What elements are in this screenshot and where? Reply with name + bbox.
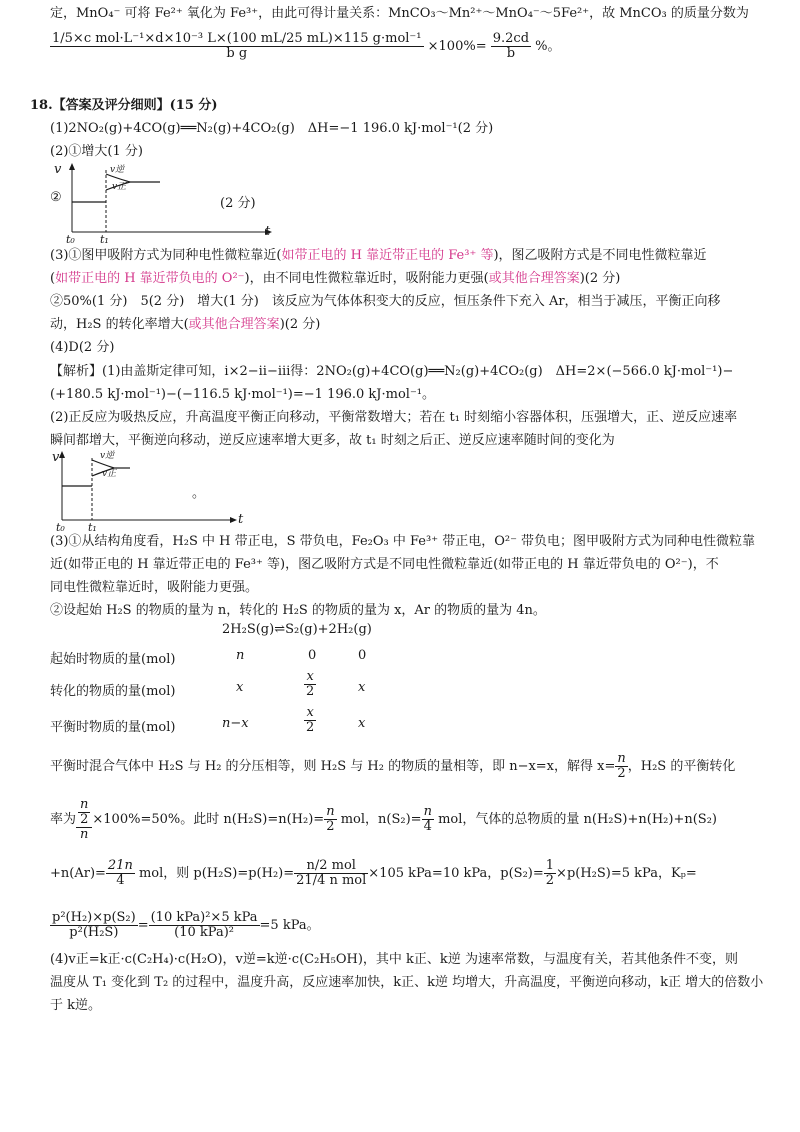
num: 1 — [545, 858, 555, 873]
graph-2-container — [50, 450, 250, 532]
axis-v-label: v — [52, 450, 60, 465]
text: )(2 分) — [579, 271, 621, 286]
t0-label: t₀ — [66, 233, 75, 246]
highlighted-text: 如带正电的 H 靠近带负电的 O²⁻ — [55, 271, 245, 286]
analysis-5: (3)①从结构角度看，H₂S 中 H 带正电，S 带负电，Fe₂O₃ 中 Fe³⁺ 带正电，O²⁻ 带负电；图甲吸附方式为同种电性微粒靠 — [50, 534, 756, 549]
text: (3)①图甲吸附方式为同种电性微粒靠近( — [50, 248, 282, 263]
score-label: (2 分) — [220, 196, 256, 211]
text: ×105 kPa=10 kPa，p(S₂)= — [368, 866, 544, 881]
text: ×p(H₂S)=5 kPa，Kₚ= — [556, 866, 697, 881]
formula-denominator: b g — [226, 46, 248, 61]
highlighted-text: 如带正电的 H 靠近带正电的 Fe³⁺ 等 — [281, 248, 494, 263]
analysis-7: 同电性微粒靠近时，吸附能力更强。 — [50, 580, 259, 595]
text: )，图乙吸附方式是不同电性微粒靠近 — [493, 248, 707, 263]
den: 2 — [306, 684, 315, 699]
reaction-equation: 2H₂S(g)⇌S₂(g)+2H₂(g) — [222, 622, 372, 637]
cell: 0 — [358, 648, 367, 663]
num: x — [304, 670, 316, 685]
analysis-14: 温度从 T₁ 变化到 T₂ 的过程中，温度升高，反应速率加快，k正、k逆 均增大，升高温度，平衡逆向移动，k正 增大的倍数小 — [50, 975, 764, 990]
cell: n−x — [222, 716, 249, 731]
den: 2 — [326, 819, 335, 834]
answer-18-2: (2)①增大(1 分) — [50, 144, 143, 159]
cell: x — [358, 680, 366, 695]
text: =5 kPa。 — [259, 918, 320, 933]
text: 动，H₂S 的转化率增大( — [50, 317, 189, 332]
cell: 0 — [308, 648, 317, 663]
text: mol，n(S₂)= — [340, 812, 422, 827]
t1-label: t₁ — [88, 521, 97, 534]
num: p²(H₂)×p(S₂) — [52, 910, 136, 925]
analysis-3: (2)正反应为吸热反应，升高温度平衡正向移动，平衡常数增大；若在 t₁ 时刻缩小容器体积，压强增大，正、逆反应速率 — [50, 410, 738, 425]
row-label: 起始时物质的量(mol) — [50, 652, 176, 667]
axis-v-label: v — [54, 162, 62, 177]
kp-fraction — [50, 911, 138, 940]
v-forward-label: v正 — [102, 469, 117, 479]
num: n — [423, 804, 432, 819]
text: )，由不同电性微粒靠近时，吸附能力更强( — [244, 271, 489, 286]
graph-1-container — [50, 162, 310, 246]
den: 2 — [545, 873, 555, 888]
analysis-6: 近(如带正电的 H 靠近带正电的 Fe³⁺ 等)，图乙吸附方式是不同电性微粒靠近(如带正电的 H 靠近带负电的 O²⁻)，不 — [50, 557, 719, 572]
text: +n(Ar)= — [50, 866, 106, 881]
nested-fraction — [76, 798, 92, 842]
answer-18-1: (1)2NO₂(g)+4CO(g)══N₂(g)+4CO₂(g) ΔH=−1 196.0 kJ·mol⁻¹(2 分) — [50, 121, 494, 136]
v-forward-label: v正 — [112, 182, 127, 192]
highlighted-text: 或其他合理答案 — [188, 317, 280, 332]
rate-time-graph-1 — [60, 162, 300, 242]
cell-fraction — [304, 670, 316, 699]
formula-tail: ×100%= — [427, 39, 487, 54]
formula-line — [50, 32, 760, 76]
num: n — [80, 796, 89, 812]
text: ×100%=50%。此时 n(H₂S)=n(H₂)= — [92, 812, 325, 827]
fraction — [615, 752, 627, 781]
inner-fraction — [78, 798, 90, 827]
kp-value-fraction — [149, 911, 260, 940]
answer-18-4: (4)D(2 分) — [50, 340, 115, 355]
item-label: ② — [50, 190, 62, 205]
analysis-15: 于 k逆。 — [50, 998, 102, 1013]
axis-t-label: t — [265, 224, 271, 239]
analysis-1: 【解析】(1)由盖斯定律可知，ⅰ×2−ⅱ−ⅲ得：2NO₂(g)+4CO(g)══N₂(g)+4CO₂(g) ΔH=2×(−566.0 kJ·mol⁻¹)− — [50, 364, 734, 379]
text-line: 定，MnO₄⁻ 可将 Fe²⁺ 氧化为 Fe³⁺，由此可得计量关系：MnCO₃～Mn²⁺～MnO₄⁻～5Fe²⁺，故 MnCO₃ 的质量分数为 — [50, 6, 749, 21]
answer-18-3d — [50, 315, 760, 335]
answer-18-3b — [50, 269, 760, 289]
analysis-2: (+180.5 kJ·mol⁻¹)−(−116.5 kJ·mol⁻¹)=−1 196.0 kJ·mol⁻¹。 — [50, 387, 436, 402]
answer-18-3a — [50, 246, 760, 266]
den: 4 — [116, 873, 125, 888]
answer-18-3c: ②50%(1 分) 5(2 分) 增大(1 分) 该反应为气体体积变大的反应，恒压条件下充入 Ar，相当于减压，平衡正向移 — [50, 294, 721, 309]
analysis-10 — [50, 790, 760, 850]
analysis-12: $\frac{\text{p²(H₂)×p(S₂)}}{\text{p²(H₂S)}}$ = $\frac{\text{(10 kPa)²×5 kPa}}{\text{(10 kPa)²}}$ =5 kPa。 — [52, 910, 320, 940]
fraction — [324, 805, 336, 834]
fraction — [106, 859, 135, 888]
rate-time-graph-2 — [50, 450, 250, 532]
num: x — [304, 706, 316, 721]
num: (10 kPa)²×5 kPa — [150, 910, 258, 925]
text: mol，气体的总物质的量 n(H₂S)+n(H₂)+n(S₂) — [438, 812, 717, 827]
fraction — [544, 859, 556, 888]
analysis-13: (4)v正=k正·c(C₂H₄)·c(H₂O)，v逆=k逆·c(C₂H₅OH)，其中 k正、k逆 为速率常数，与温度有关，若其他条件不变，则 — [50, 952, 738, 967]
text: 平衡时混合气体中 H₂S 与 H₂ 的分压相等，则 H₂S 与 H₂ 的物质的量相等，即 n−x=x，解得 x= — [50, 759, 616, 774]
cell: n — [236, 648, 245, 663]
axis-t-label: t — [238, 512, 244, 527]
row-label: 转化的物质的量(mol) — [50, 684, 176, 699]
analysis-11 — [50, 846, 760, 902]
cell: x — [236, 680, 244, 695]
text: ( — [50, 271, 56, 286]
analysis-8: ②设起始 H₂S 的物质的量为 n，转化的 H₂S 的物质的量为 x，Ar 的物质的量为 4n。 — [50, 603, 546, 618]
cell: x — [358, 716, 366, 731]
den: (10 kPa)² — [174, 925, 234, 940]
num — [76, 798, 92, 828]
big-fraction — [294, 859, 368, 888]
den: p²(H₂S) — [69, 925, 119, 940]
den: 2 — [306, 720, 315, 735]
period-mark: 。 — [192, 486, 206, 501]
den: 2 — [80, 811, 89, 827]
num: 21n — [107, 858, 133, 873]
den: 21/4 n mol — [296, 873, 367, 888]
analysis-4: 瞬间都增大，平衡逆向移动，逆反应速率增大更多，故 t₁ 时刻之后正、逆反应速率随时间的变化为 — [50, 433, 615, 448]
text: )(2 分) — [279, 317, 321, 332]
den: n — [80, 826, 89, 842]
num: n — [326, 804, 335, 819]
den: 2 — [617, 766, 626, 781]
den: 4 — [423, 819, 432, 834]
text: ，H₂S 的平衡转化 — [627, 759, 736, 774]
percent-sign: %。 — [535, 39, 561, 54]
result-denominator: b — [506, 46, 516, 61]
v-reverse-label: v逆 — [110, 165, 125, 175]
num: n/2 mol — [294, 859, 368, 874]
t0-label: t₀ — [56, 521, 65, 534]
num: n — [617, 751, 626, 766]
result-numerator: 9.2cd — [492, 31, 530, 46]
mass-fraction-formula — [50, 32, 424, 61]
fraction — [422, 805, 434, 834]
text: 率为 — [50, 812, 77, 827]
question-18-header: 18.【答案及评分细则】(15 分) — [30, 98, 218, 113]
v-reverse-label: v逆 — [100, 451, 115, 461]
analysis-9 — [50, 750, 760, 784]
formula-numerator: 1/5×c mol·L⁻¹×d×10⁻³ L×(100 mL/25 mL)×115 g·mol⁻¹ — [52, 31, 422, 46]
text: mol，则 p(H₂S)=p(H₂)= — [138, 866, 295, 881]
highlighted-text: 或其他合理答案 — [488, 271, 580, 286]
row-label: 平衡时物质的量(mol) — [50, 720, 176, 735]
result-fraction — [491, 32, 531, 61]
t1-label: t₁ — [100, 233, 109, 246]
cell-fraction — [304, 706, 316, 735]
equilibrium-table — [50, 622, 750, 742]
